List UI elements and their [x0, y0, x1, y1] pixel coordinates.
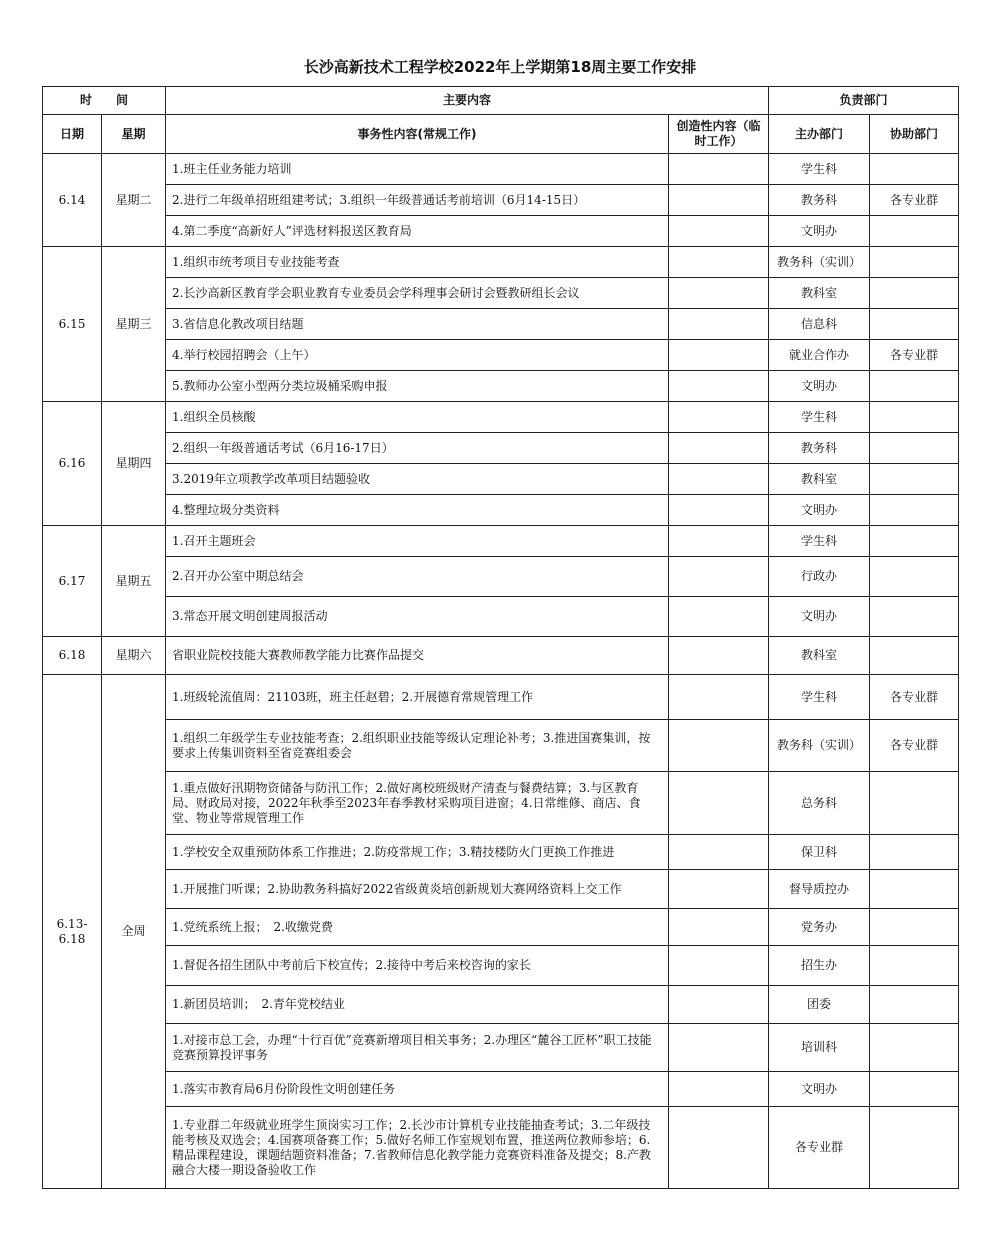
header-main-content: 主要内容 [166, 87, 769, 115]
table-row [43, 557, 959, 597]
host-dept-cell: 党务办 [769, 909, 870, 946]
host-dept-cell: 学生科 [769, 154, 870, 185]
date-cell: 6.14 [43, 154, 102, 247]
assist-dept-cell [870, 597, 959, 637]
assist-dept-cell: 各专业群 [870, 720, 959, 772]
host-dept-cell: 教科室 [769, 278, 870, 309]
creative-content-cell [669, 309, 769, 340]
creative-content-cell [669, 1107, 769, 1189]
table-row [43, 1072, 959, 1107]
creative-content-cell [669, 371, 769, 402]
table-row [43, 495, 959, 526]
host-dept-cell: 督导质控办 [769, 870, 870, 909]
host-dept-cell: 教科室 [769, 464, 870, 495]
host-dept-cell: 文明办 [769, 495, 870, 526]
assist-dept-cell [870, 433, 959, 464]
routine-content-cell: 1.党统系统上报； 2.收缴党费 [166, 909, 669, 946]
table-row [43, 835, 959, 870]
creative-content-cell [669, 402, 769, 433]
host-dept-cell: 教务科（实训） [769, 247, 870, 278]
table-row [43, 946, 959, 986]
routine-content-cell: 2.组织一年级普通话考试（6月16-17日） [166, 433, 669, 464]
routine-content-cell: 2.召开办公室中期总结会 [166, 557, 669, 597]
table-row [43, 402, 959, 433]
page-title: 长沙高新技术工程学校2022年上学期第18周主要工作安排 [303, 58, 697, 76]
assist-dept-cell [870, 464, 959, 495]
table-row [43, 597, 959, 637]
routine-content-cell: 1.班主任业务能力培训 [166, 154, 669, 185]
table-row [43, 870, 959, 909]
table-row [43, 637, 959, 675]
assist-dept-cell [870, 1072, 959, 1107]
table-row [43, 154, 959, 185]
assist-dept-cell [870, 278, 959, 309]
assist-dept-cell [870, 247, 959, 278]
table-row [43, 433, 959, 464]
table-row [43, 526, 959, 557]
routine-content-cell: 1.专业群二年级就业班学生顶岗实习工作；2.长沙市计算机专业技能抽查考试；3.二年级技能考核及双选会；4.国赛项备赛工作；5.做好名师工作室规划布置，推送两位教师参培；6.精品课程建设，课题结题资料准备；7.省教师信息化教学能力竞赛资料准备及提交；8.产教融合大楼一期设备验收工作 [166, 1107, 669, 1189]
date-cell: 6.18 [43, 637, 102, 675]
assist-dept-cell [870, 154, 959, 185]
header-row-2 [43, 115, 959, 154]
routine-content-cell: 省职业院校技能大赛教师教学能力比赛作品提交 [166, 637, 669, 675]
table-row [43, 464, 959, 495]
assist-dept-cell [870, 1024, 959, 1072]
creative-content-cell [669, 675, 769, 720]
creative-content-cell [669, 340, 769, 371]
creative-content-cell [669, 909, 769, 946]
creative-content-cell [669, 637, 769, 675]
weekday-cell: 星期三 [102, 247, 166, 402]
host-dept-cell: 教务科（实训） [769, 720, 870, 772]
routine-content-cell: 2.长沙高新区教育学会职业教育专业委员会学科理事会研讨会暨教研组长会议 [166, 278, 669, 309]
table-row [43, 309, 959, 340]
creative-content-cell [669, 464, 769, 495]
routine-content-cell: 1.组织市统考项目专业技能考查 [166, 247, 669, 278]
table-row [43, 1024, 959, 1072]
assist-dept-cell: 各专业群 [870, 340, 959, 371]
date-cell: 6.16 [43, 402, 102, 526]
creative-content-cell [669, 247, 769, 278]
table-row [43, 216, 959, 247]
weekday-cell: 星期四 [102, 402, 166, 526]
table-row [43, 675, 959, 720]
assist-dept-cell [870, 1107, 959, 1189]
routine-content-cell: 3.省信息化教改项目结题 [166, 309, 669, 340]
routine-content-cell: 1.对接市总工会，办理“十行百优”竞赛新增项目相关事务；2.办理区“麓谷工匠杯”职工技能竞赛预算投评事务 [166, 1024, 669, 1072]
assist-dept-cell [870, 909, 959, 946]
host-dept-cell: 就业合作办 [769, 340, 870, 371]
routine-content-cell: 4.举行校园招聘会（上午） [166, 340, 669, 371]
routine-content-cell: 3.2019年立项教学改革项目结题验收 [166, 464, 669, 495]
assist-dept-cell [870, 371, 959, 402]
table-row [43, 772, 959, 835]
creative-content-cell [669, 154, 769, 185]
assist-dept-cell [870, 637, 959, 675]
assist-dept-cell [870, 946, 959, 986]
header-time: 时 间 [43, 87, 166, 115]
creative-content-cell [669, 946, 769, 986]
host-dept-cell: 团委 [769, 986, 870, 1024]
creative-content-cell [669, 216, 769, 247]
routine-content-cell: 1.学校安全双重预防体系工作推进；2.防疫常规工作；3.精技楼防火门更换工作推进 [166, 835, 669, 870]
header-date: 日期 [43, 115, 102, 154]
header-host: 主办部门 [769, 115, 870, 154]
host-dept-cell: 信息科 [769, 309, 870, 340]
schedule-table [42, 86, 959, 1189]
creative-content-cell [669, 1024, 769, 1072]
creative-content-cell [669, 278, 769, 309]
date-cell: 6.17 [43, 526, 102, 637]
assist-dept-cell [870, 986, 959, 1024]
routine-content-cell: 3.常态开展文明创建周报活动 [166, 597, 669, 637]
weekday-cell: 星期五 [102, 526, 166, 637]
assist-dept-cell [870, 309, 959, 340]
host-dept-cell: 招生办 [769, 946, 870, 986]
host-dept-cell: 保卫科 [769, 835, 870, 870]
table-row [43, 986, 959, 1024]
host-dept-cell: 教科室 [769, 637, 870, 675]
assist-dept-cell [870, 772, 959, 835]
assist-dept-cell [870, 216, 959, 247]
assist-dept-cell [870, 835, 959, 870]
header-routine: 事务性内容(常规工作) [166, 115, 669, 154]
table-row [43, 371, 959, 402]
creative-content-cell [669, 835, 769, 870]
routine-content-cell: 1.新团员培训； 2.青年党校结业 [166, 986, 669, 1024]
host-dept-cell: 学生科 [769, 402, 870, 433]
assist-dept-cell: 各专业群 [870, 675, 959, 720]
creative-content-cell [669, 495, 769, 526]
routine-content-cell: 4.第二季度“高新好人”评选材料报送区教育局 [166, 216, 669, 247]
table-row [43, 247, 959, 278]
assist-dept-cell [870, 495, 959, 526]
weekday-cell: 星期六 [102, 637, 166, 675]
creative-content-cell [669, 557, 769, 597]
routine-content-cell: 4.整理垃圾分类资料 [166, 495, 669, 526]
creative-content-cell [669, 720, 769, 772]
assist-dept-cell: 各专业群 [870, 185, 959, 216]
table-row [43, 720, 959, 772]
table-row [43, 909, 959, 946]
creative-content-cell [669, 433, 769, 464]
routine-content-cell: 1.组织全员核酸 [166, 402, 669, 433]
assist-dept-cell [870, 557, 959, 597]
host-dept-cell: 培训科 [769, 1024, 870, 1072]
routine-content-cell: 1.召开主题班会 [166, 526, 669, 557]
host-dept-cell: 学生科 [769, 675, 870, 720]
assist-dept-cell [870, 402, 959, 433]
host-dept-cell: 文明办 [769, 597, 870, 637]
host-dept-cell: 文明办 [769, 371, 870, 402]
header-responsible: 负责部门 [769, 87, 959, 115]
routine-content-cell: 1.落实市教育局6月份阶段性文明创建任务 [166, 1072, 669, 1107]
weekday-cell: 全周 [102, 675, 166, 1189]
creative-content-cell [669, 986, 769, 1024]
creative-content-cell [669, 1072, 769, 1107]
table-row [43, 185, 959, 216]
routine-content-cell: 1.开展推门听课；2.协助教务科搞好2022省级黄炎培创新规划大赛网络资料上交工作 [166, 870, 669, 909]
assist-dept-cell [870, 526, 959, 557]
creative-content-cell [669, 597, 769, 637]
host-dept-cell: 学生科 [769, 526, 870, 557]
weekday-cell: 星期二 [102, 154, 166, 247]
header-weekday: 星期 [102, 115, 166, 154]
table-row [43, 1107, 959, 1189]
date-cell: 6.15 [43, 247, 102, 402]
date-cell: 6.13-6.18 [43, 675, 102, 1189]
host-dept-cell: 教务科 [769, 433, 870, 464]
assist-dept-cell [870, 870, 959, 909]
header-creative: 创造性内容（临时工作） [669, 115, 769, 154]
creative-content-cell [669, 772, 769, 835]
host-dept-cell: 行政办 [769, 557, 870, 597]
routine-content-cell: 1.组织二年级学生专业技能考查；2.组织职业技能等级认定理论补考；3.推进国赛集训，按要求上传集训资料至省竞赛组委会 [166, 720, 669, 772]
host-dept-cell: 总务科 [769, 772, 870, 835]
routine-content-cell: 1.班级轮流值周：21103班，班主任赵碧；2.开展德育常规管理工作 [166, 675, 669, 720]
table-row [43, 278, 959, 309]
creative-content-cell [669, 870, 769, 909]
host-dept-cell: 教务科 [769, 185, 870, 216]
creative-content-cell [669, 526, 769, 557]
host-dept-cell: 文明办 [769, 216, 870, 247]
routine-content-cell: 5.教师办公室小型两分类垃圾桶采购申报 [166, 371, 669, 402]
header-assist: 协助部门 [870, 115, 959, 154]
table-row [43, 340, 959, 371]
header-row-1 [43, 87, 959, 115]
routine-content-cell: 1.重点做好汛期物资储备与防汛工作；2.做好离校班级财产清查与餐费结算；3.与区教育局、财政局对接，2022年秋季至2023年春季教材采购项目进窗；4.日常维修、商店、食堂、物业等常规管理工作 [166, 772, 669, 835]
creative-content-cell [669, 185, 769, 216]
routine-content-cell: 2.进行二年级单招班组建考试；3.组织一年级普通话考前培训（6月14-15日） [166, 185, 669, 216]
host-dept-cell: 各专业群 [769, 1107, 870, 1189]
host-dept-cell: 文明办 [769, 1072, 870, 1107]
routine-content-cell: 1.督促各招生团队中考前后下校宣传；2.接待中考后来校咨询的家长 [166, 946, 669, 986]
